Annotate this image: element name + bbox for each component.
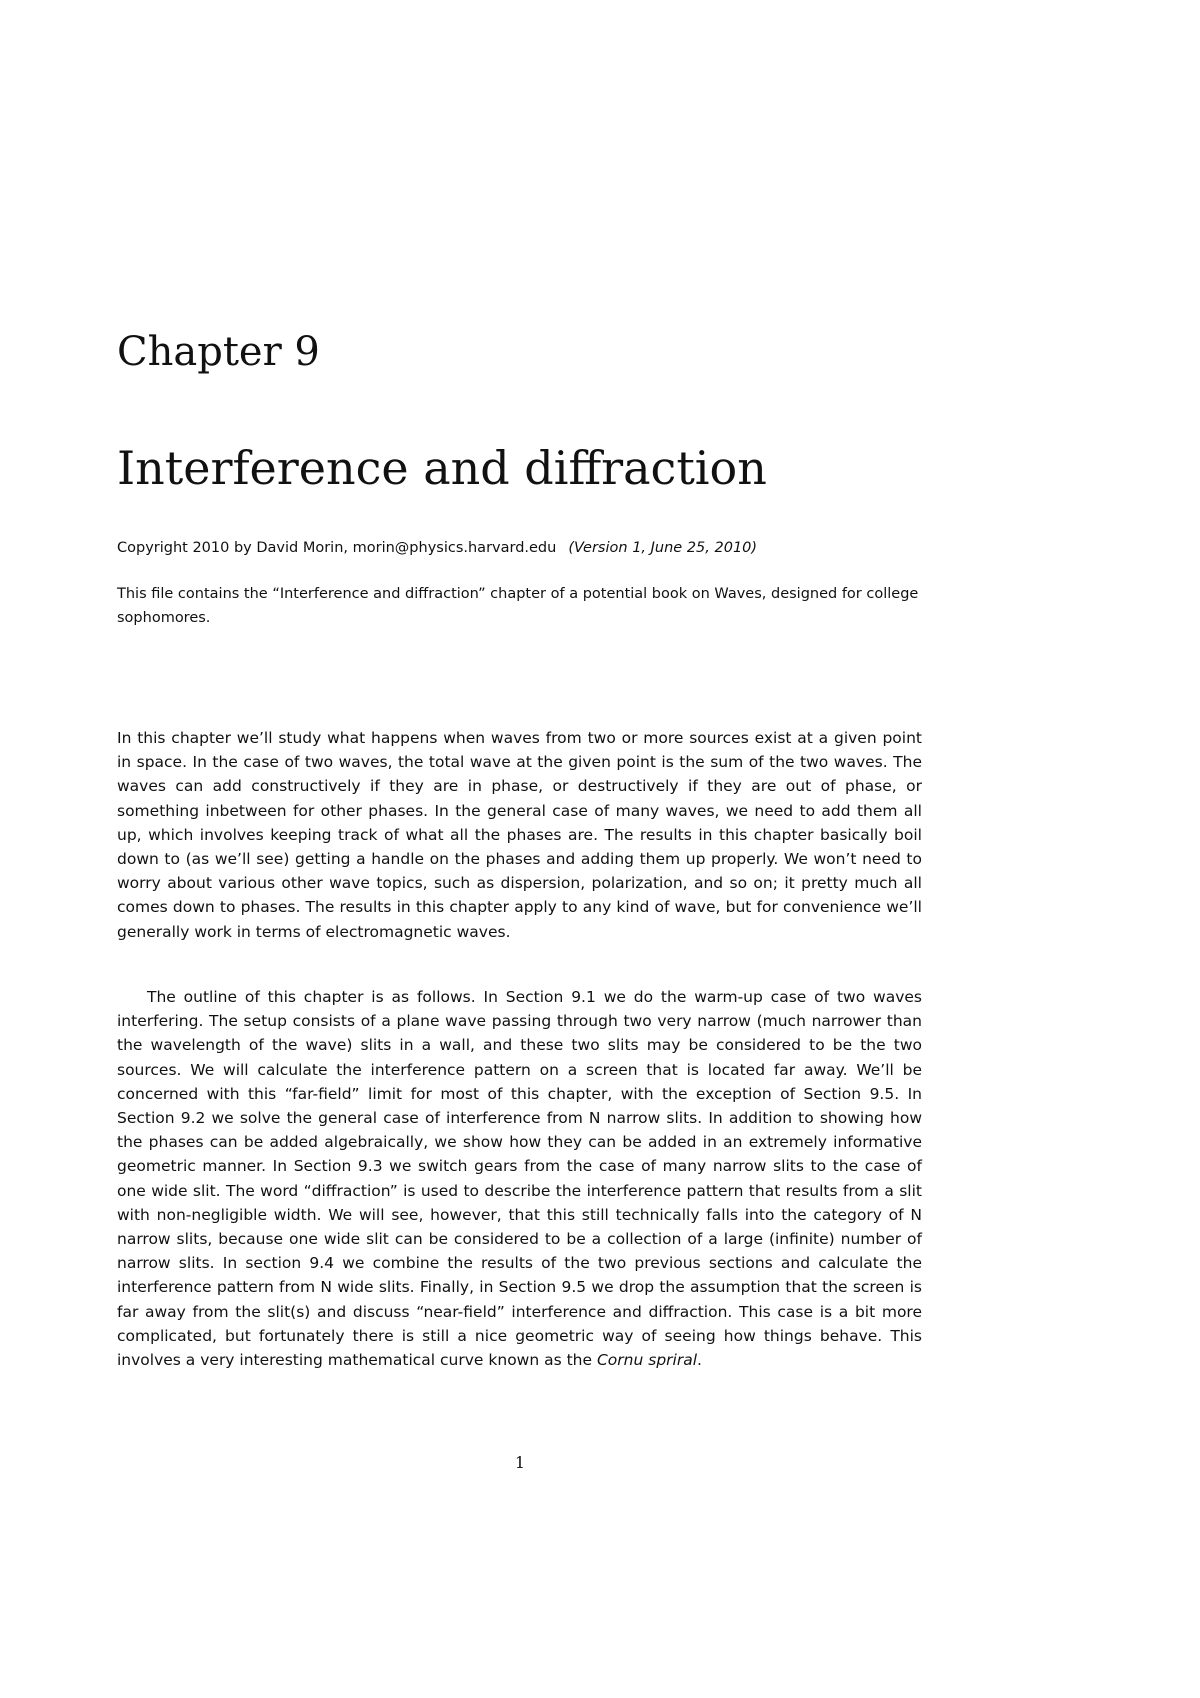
version-note: (Version 1, June 25, 2010) — [568, 540, 758, 556]
page-number: 1 — [514, 1453, 526, 1472]
copyright-line — [117, 537, 917, 559]
outline-paragraph — [117, 985, 922, 1372]
intro-paragraph: In this chapter we’ll study what happens when waves from two or more sources exist at a given point in space. In the case of two waves, the total wave at the given point is the sum of the two waves. The waves can add constructively if they are in phase, or destructively if they are out of phase, or something inbetween for other phases. In the general case of many waves, we need to add them all up, which involves keeping track of what all the phases are. The results in this chapter basically boil down to (as we’ll see) getting a handle on the phases and adding them up properly. We won’t need to worry about various other wave topics, such as dispersion, polarization, and so on; it pretty much all comes down to phases. The results in this chapter apply to any kind of wave, but for convenience we’ll generally work in terms of electromagnetic waves. — [117, 729, 922, 941]
copyright-text: Copyright 2010 by David Morin, morin@physics.harvard.edu — [117, 540, 557, 556]
chapter-title: Interference and diffraction — [117, 441, 767, 495]
outline-end: . — [697, 1351, 702, 1370]
chapter-label: Chapter 9 — [117, 329, 320, 375]
outline-text: The outline of this chapter is as follows. In Section 9.1 we do the warm-up case of two waves interfering. The setup consists of a plane wave passing through two very narrow (much narrower than the wavelength of the wave) slits in a wall, and these two slits may be considered to be the two sources. We will calculate the interference pattern on a screen that is located far away. We’ll be concerned with this “far-field” limit for most of this chapter, with the exception of Section 9.5. In Section 9.2 we solve the general case of interference from N narrow slits. In addition to showing how the phases can be added algebraically, we show how they can be added in an extremely informative geometric manner. In Section 9.3 we switch gears from the case of many narrow slits to the case of one wide slit. The word “diffraction” is used to describe the interference pattern that results from a slit with non-negligible width. We will see, however, that this still technically falls into the category of N narrow slits, because one wide slit can be considered to be a collection of a large (infinite) number of narrow slits. In section 9.4 we combine the results of the two previous sections and calculate the interference pattern from N wide slits. Finally, in Section 9.5 we drop the assumption that the screen is far away from the slit(s) and discuss “near-field” interference and diffraction. This case is a bit more complicated, but fortunately there is still a nice geometric way of seeing how things behave. This involves a very interesting mathematical curve known as the — [117, 988, 922, 1370]
file-description: This file contains the “Interference and diffraction” chapter of a potential book on Waves, designed for college sophomores. — [117, 586, 919, 626]
cornu-spiral-term: Cornu spriral — [596, 1351, 698, 1370]
